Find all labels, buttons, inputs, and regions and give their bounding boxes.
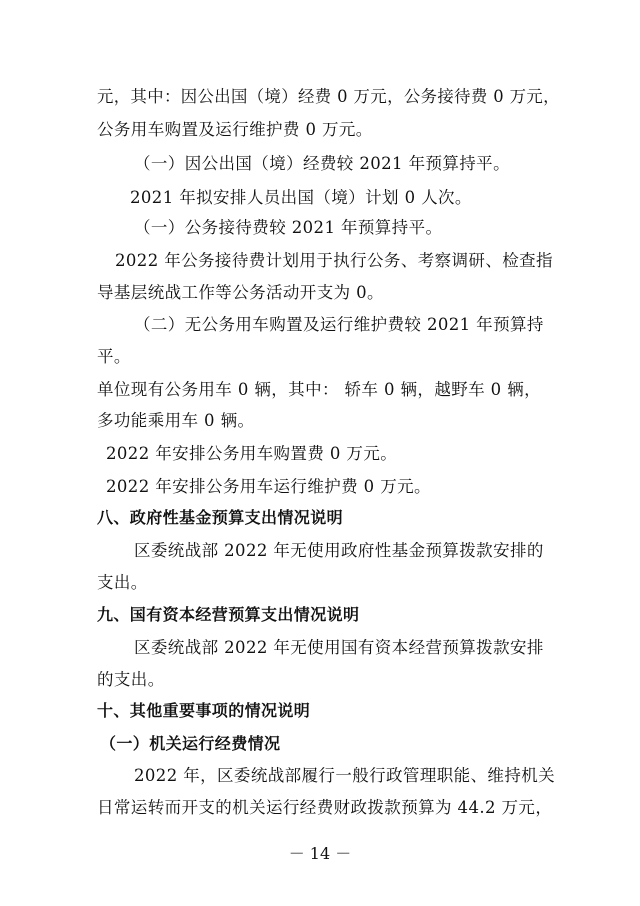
body-text-line: 2022 年安排公务用车购置费 0 万元。 — [106, 444, 398, 463]
body-text-line: 单位现有公务用车 0 辆，其中： 轿车 0 辆，越野车 0 辆， — [97, 380, 542, 399]
subsection-heading: （二）无公务用车购置及运行维护费较 2021 年预算持 — [134, 315, 544, 334]
body-text-line: 2022 年，区委统战部履行一般行政管理职能、维持机关 — [134, 766, 556, 785]
body-text-line: 元，其中：因公出国（境）经费 0 万元，公务接待费 0 万元， — [97, 87, 560, 106]
body-text-line: 区委统战部 2022 年无使用国有资本经营预算拨款安排 — [134, 638, 544, 657]
subsection-heading: （一）公务接待费较 2021 年预算持平。 — [134, 218, 443, 237]
body-text-line: 平。 — [97, 347, 131, 366]
body-text-line: 2022 年安排公务用车运行维护费 0 万元。 — [106, 477, 431, 496]
body-text-line: 导基层统战工作等公务活动开支为 0。 — [97, 283, 384, 302]
body-text-line: 2022 年公务接待费计划用于执行公务、考察调研、检查指 — [115, 251, 553, 270]
subsection-heading: （一）因公出国（境）经费较 2021 年预算持平。 — [134, 154, 510, 173]
body-text-line: 区委统战部 2022 年无使用政府性基金预算拨款安排的 — [134, 541, 544, 560]
section-heading-10: 十、其他重要事项的情况说明 — [97, 701, 311, 720]
body-text-line: 公务用车购置及运行维护费 0 万元。 — [97, 120, 373, 139]
section-heading-8: 八、政府性基金预算支出情况说明 — [97, 508, 344, 527]
section-heading-9: 九、国有资本经营预算支出情况说明 — [97, 605, 360, 624]
body-text-line: 支出。 — [97, 573, 148, 592]
body-text-line: 日常运转而开支的机关运行经费财政拨款预算为 44.2 万元， — [97, 798, 553, 817]
body-text-line: 2021 年拟安排人员出国（境）计划 0 人次。 — [130, 188, 472, 207]
page-number: － 14 － — [288, 844, 352, 863]
body-text-line: 的支出。 — [97, 670, 165, 689]
subsection-heading: （一）机关运行经费情况 — [100, 734, 281, 753]
body-text-line: 多功能乘用车 0 辆。 — [97, 411, 255, 430]
